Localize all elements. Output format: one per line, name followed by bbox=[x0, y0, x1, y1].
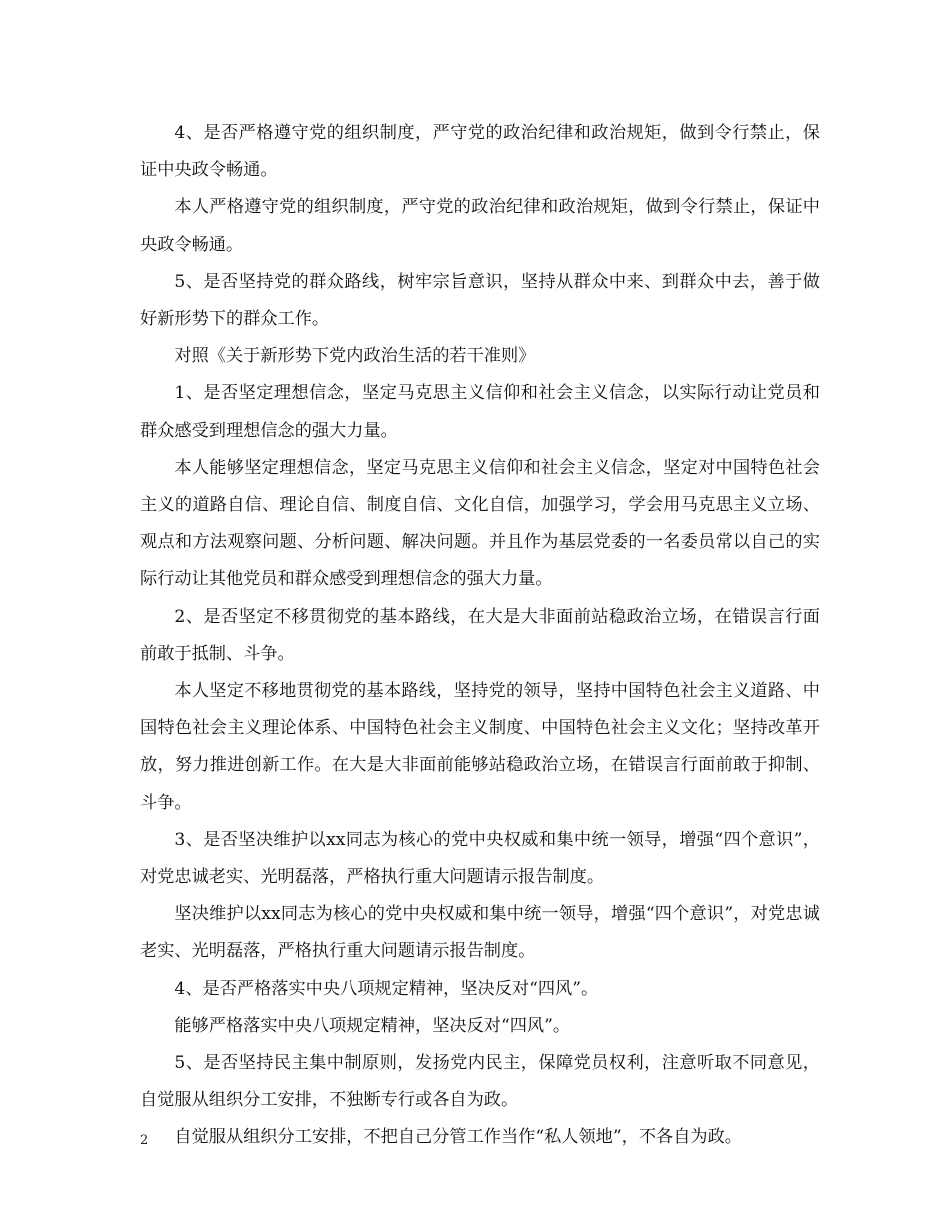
paragraph-guideline-5-answer: 自觉服从组织分工安排，不把自己分管工作当作“私人领地”，不各自为政。 bbox=[174, 1127, 742, 1148]
paragraph-guideline-2-answer: 本人坚定不移地贯彻党的基本路线，坚持党的领导，坚持中国特色社会主义道路、中国特色社会主义理论体系、中国特色社会主义制度、中国特色社会主义文化；坚持改革开放，努力推进创新工作。在大是大非面前能够站稳政治立场，在错误言行面前敢于抑制、斗争。 bbox=[140, 681, 820, 813]
paragraph-item-5-question: 5、是否坚持党的群众路线，树牢宗旨意识，坚持从群众中来、到群众中去，善于做好新形势下的群众工作。 bbox=[140, 271, 820, 330]
paragraph-item-4-question: 4、是否严格遵守党的组织制度，严守党的政治纪律和政治规矩，做到令行禁止，保证中央政令畅通。 bbox=[140, 123, 820, 181]
paragraph-guideline-5-question: 5、是否坚持民主集中制原则，发扬党内民主，保障党员权利，注意听取不同意见，自觉服从组织分工安排，不独断专行或各自为政。 bbox=[140, 1053, 820, 1111]
paragraph-guideline-3-answer: 坚决维护以xx同志为核心的党中央权威和集中统一领导，增强“四个意识”，对党忠诚老实、光明磊落，严格执行重大问题请示报告制度。 bbox=[140, 904, 820, 962]
paragraph-guideline-1-question: 1、是否坚定理想信念，坚定马克思主义信仰和社会主义信念，以实际行动让党员和群众感受到理想信念的强大力量。 bbox=[140, 383, 820, 441]
paragraph-guideline-3-question: 3、是否坚决维护以xx同志为核心的党中央权威和集中统一领导，增强“四个意识”，对党忠诚老实、光明磊落，严格执行重大问题请示报告制度。 bbox=[140, 829, 820, 888]
document-body bbox=[140, 115, 820, 1157]
paragraph-guideline-2-question: 2、是否坚定不移贯彻党的基本路线，在大是大非面前站稳政治立场，在错误言行面前敢于抵制、斗争。 bbox=[140, 606, 820, 664]
section-heading-guidelines: 对照《关于新形势下党内政治生活的若干准则》 bbox=[174, 346, 536, 367]
paragraph-guideline-4-answer: 能够严格落实中央八项规定精神，坚决反对“四风”。 bbox=[174, 1015, 571, 1036]
paragraph-item-4-answer: 本人严格遵守党的组织制度，严守党的政治纪律和政治规矩，做到令行禁止，保证中央政令畅通。 bbox=[140, 197, 820, 255]
paragraph-guideline-4-question: 4、是否严格落实中央八项规定精神，坚决反对“四风”。 bbox=[174, 978, 599, 999]
paragraph-guideline-1-answer: 本人能够坚定理想信念，坚定马克思主义信仰和社会主义信念，坚定对中国特色社会主义的道路自信、理论自信、制度自信、文化自信，加强学习，学会用马克思主义立场、观点和方法观察问题、分析问题、解决问题。并且作为基层党委的一名委员常以自己的实际行动让其他党员和群众感受到理想信念的强大力量。 bbox=[140, 457, 820, 590]
page-number: 2 bbox=[140, 1133, 149, 1148]
